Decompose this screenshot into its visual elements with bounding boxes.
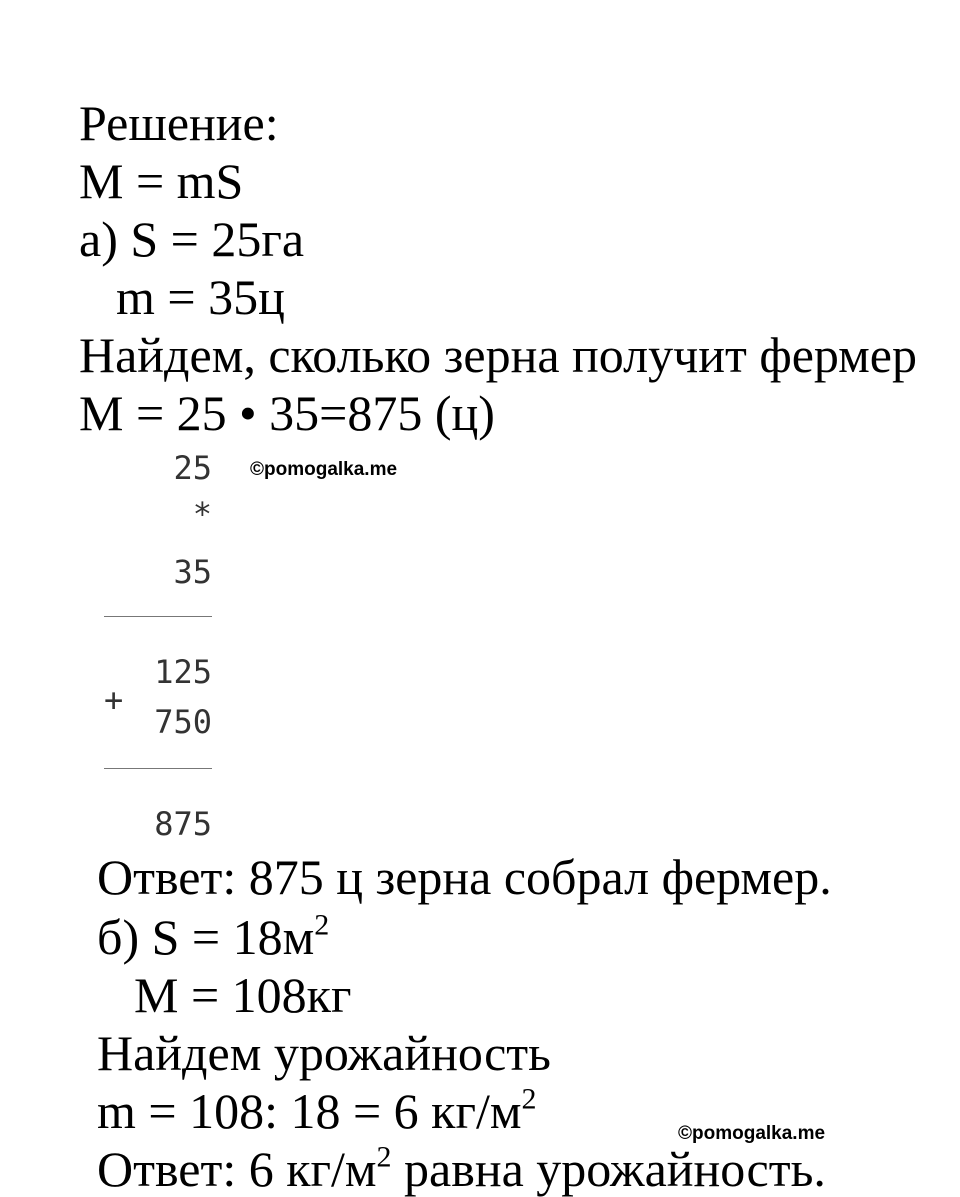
formula-line: M = mS — [79, 153, 244, 209]
multiply-operator: * — [192, 495, 212, 533]
column-result: 875 — [154, 805, 212, 843]
part-b-area-exponent: 2 — [314, 908, 330, 942]
solution-heading: Решение: — [79, 95, 279, 151]
part-a-area-line: а) S = 25га — [79, 211, 305, 267]
column-rule-top — [104, 616, 212, 617]
part-b-calc-text: m = 108: 18 = 6 кг/м — [97, 1083, 522, 1139]
part-b-area-line — [97, 908, 330, 965]
multiplier: 35 — [173, 553, 212, 591]
part-b-mass-line: M = 108кг — [134, 967, 352, 1023]
watermark-top: ©pomogalka.me — [250, 459, 398, 480]
part-a-answer: Ответ: 875 ц зерна собрал фермер. — [97, 849, 832, 905]
partial-product-1: 125 — [154, 653, 212, 691]
multiplicand: 25 — [173, 449, 212, 487]
plus-operator: + — [104, 681, 124, 719]
part-b-calc-line — [97, 1082, 537, 1139]
part-b-answer-end: равна урожайность. — [391, 1141, 826, 1197]
part-b-answer — [97, 1140, 826, 1197]
column-rule-bottom — [104, 768, 212, 769]
part-a-yield-line: m = 35ц — [116, 269, 285, 325]
part-a-task-line: Найдем, сколько зерна получит фермер — [79, 327, 917, 383]
part-b-calc-exponent: 2 — [521, 1082, 537, 1116]
part-a-calc-line: M = 25 • 35=875 (ц) — [79, 385, 495, 441]
part-b-answer-exponent: 2 — [376, 1140, 392, 1174]
partial-product-2: 750 — [154, 703, 212, 741]
watermark-bottom: ©pomogalka.me — [678, 1123, 826, 1144]
part-b-task-line: Найдем урожайность — [97, 1025, 551, 1081]
part-b-answer-start: Ответ: 6 кг/м — [97, 1141, 377, 1197]
part-b-area-text: б) S = 18м — [97, 909, 315, 965]
